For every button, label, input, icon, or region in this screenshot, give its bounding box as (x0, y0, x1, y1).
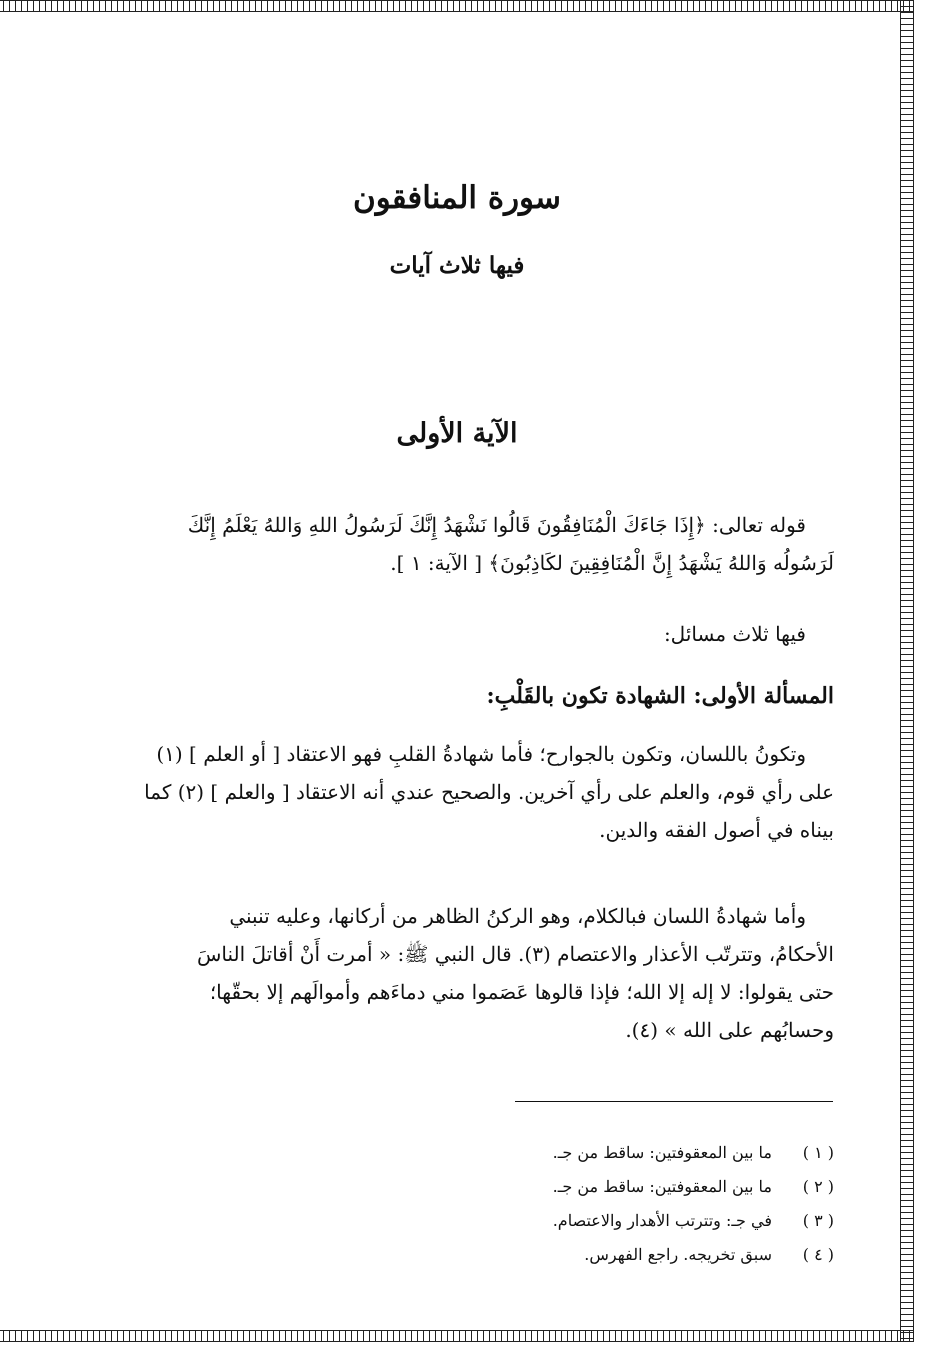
paragraph-line: وحسابُهم على الله » (٤). (625, 1018, 834, 1042)
intro-line: قوله تعالى: ﴿إِذَا جَاءَكَ الْمُنَافِقُونَ قَالُوا نَشْهَدُ إِنَّكَ لَرَسُولُ اللهِ وَاللهُ يَعْلَمُ إِنَّكَ (187, 513, 806, 537)
surah-subtitle: فيها ثلاث آيات (389, 252, 525, 279)
surah-title: سورة المنافقون (352, 180, 562, 216)
footnote-item (400, 1204, 834, 1238)
footnote-number: ( ٣ ) (802, 1211, 834, 1230)
footnote-item (400, 1238, 834, 1272)
masala-paragraph-1 (82, 735, 834, 849)
footnote-text: سبق تخريجه. راجع الفهرس. (584, 1245, 772, 1264)
footnote-text: في جـ: وتترتب الأهدار والاعتصام. (552, 1211, 772, 1230)
paragraph-line: حتى يقولوا: لا إله إلا الله؛ فإذا قالوها عَصَموا مني دماءَهم وأموالَهم إلا بحقّها؛ (209, 980, 834, 1004)
footnote-text: ما بين المعقوفتين: ساقط من جـ. (552, 1143, 772, 1162)
footnote-item (400, 1170, 834, 1204)
footnote-divider (515, 1101, 833, 1102)
paragraph-line: بيناه في أصول الفقه والدين. (599, 818, 834, 842)
footnotes (400, 1136, 834, 1272)
paragraph-line: الأحكامُ، وتترتّب الأعذار والاعتصام (٣). قال النبي ﷺ: « أمرت أَنْ أقاتلَ الناسَ (196, 942, 834, 966)
masail-line: فيها ثلاث مسائل: (663, 622, 806, 646)
masail-count-line (82, 615, 834, 653)
intro-paragraph (82, 506, 834, 582)
intro-line: لَرَسُولُه وَاللهُ يَشْهَدُ إِنَّ الْمُنَافِقِينَ لكَاذِبُونَ﴾ [ الآية: ١ ]. (390, 551, 834, 575)
footnote-item (400, 1136, 834, 1170)
paragraph-line: وتكونُ باللسان، وتكون بالجوارح؛ فأما شهادةُ القلبِ فهو الاعتقاد [ أو العلم ] (١) (156, 742, 806, 766)
masala-paragraph-2 (82, 897, 834, 1049)
paragraph-line: وأما شهادةُ اللسان فبالكلام، وهو الركنُ الظاهر من أركانها، وعليه تنبني (229, 904, 806, 928)
masala-heading: المسألة الأولى: الشهادة تكون بالقَلْبِ: (486, 683, 834, 709)
paragraph-line: على رأي قوم، والعلم على رأي آخرين. والصحيح عندي أنه الاعتقاد [ والعلم ] (٢) كما (144, 780, 834, 804)
ayah-heading: الآية الأولى (396, 418, 518, 449)
footnote-number: ( ٤ ) (802, 1245, 834, 1264)
footnote-number: ( ١ ) (802, 1143, 834, 1162)
ornamental-border-bottom (0, 1330, 914, 1342)
footnote-number: ( ٢ ) (802, 1177, 834, 1196)
ornamental-border-top (0, 0, 914, 12)
footnote-text: ما بين المعقوفتين: ساقط من جـ. (552, 1177, 772, 1196)
